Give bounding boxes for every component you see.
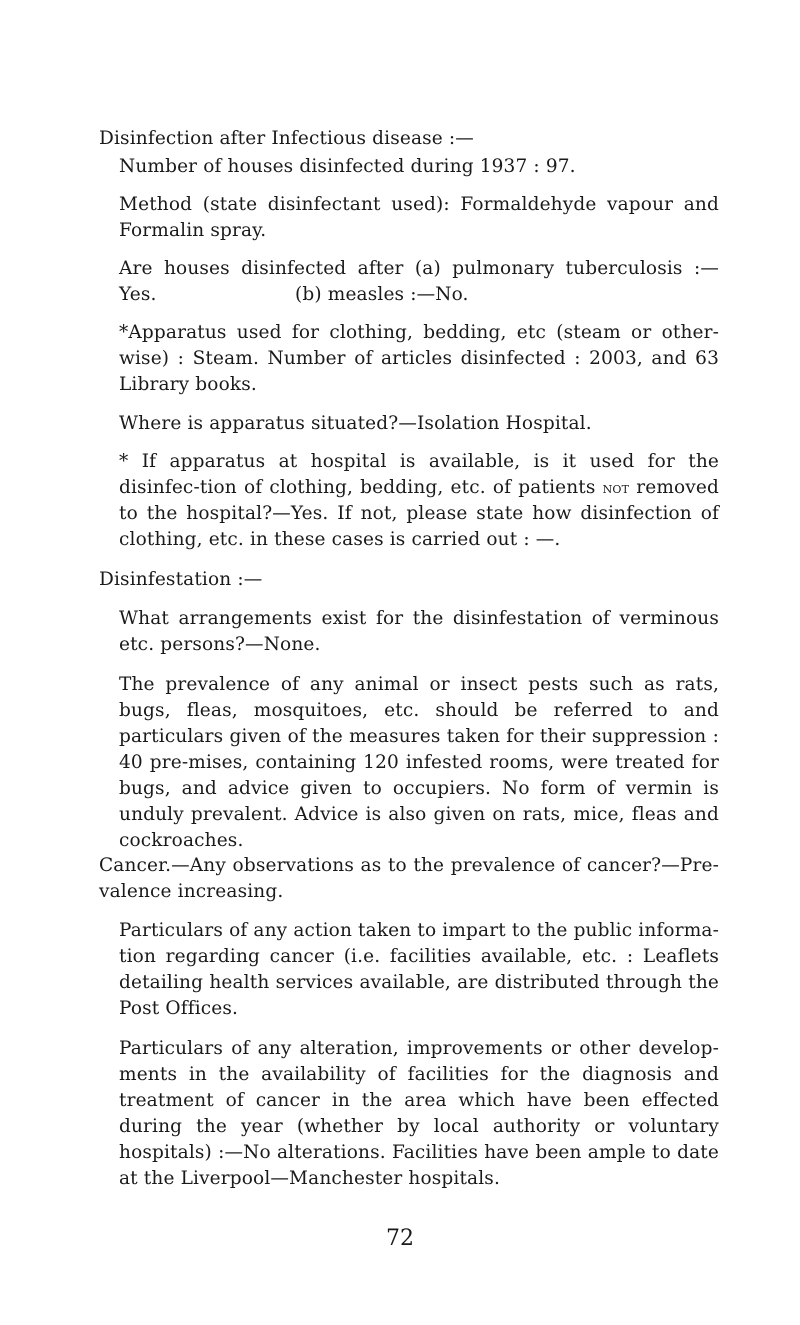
disinfestation-heading: Disinfestation :— <box>99 569 263 590</box>
hospital-question-not: not <box>602 478 630 497</box>
hospital-question-post: removed to the hospital?—Yes. If not, please state how disinfection of clothing, etc. in these cases is carried out : —. <box>119 477 719 550</box>
cancer-observations: Cancer.—Any observations as to the prevalence of cancer?—Pre-valence increasing. <box>99 855 719 902</box>
apparatus-paragraph: *Apparatus used for clothing, bedding, etc (steam or other-wise) : Steam. Number of articles disinfected : 2003, and 63 Library books. <box>119 322 719 395</box>
apparatus-location: Where is apparatus situated?—Isolation Hospital. <box>119 413 592 434</box>
houses-disinfected-count: Number of houses disinfected during 1937 : 97. <box>119 156 576 177</box>
disinfection-method: Method (state disinfectant used): Formaldehyde vapour and Formalin spray. <box>119 194 719 241</box>
hospital-question-pre: * If apparatus at hospital is available, is it used for the disinfec-tion of clothing, bedding, etc. of patients <box>119 451 719 498</box>
disinfection-after-b: (b) measles :—No. <box>295 284 469 305</box>
disinfestation-arrangements: What arrangements exist for the disinfestation of verminous etc. persons?—None. <box>119 608 719 655</box>
disinfection-after-a: Are houses disinfected after (a) pulmonary tuberculosis :—Yes. <box>119 258 719 305</box>
cancer-public-information: Particulars of any action taken to impart to the public informa-tion regarding cancer (i.e. facilities available, etc. : Leaflets detailing health services available, are distributed through the Post Offices. <box>119 920 719 1019</box>
cancer-facilities-alteration: Particulars of any alteration, improvements or other develop-ments in the availability of facilities for the diagnosis and treatment of cancer in the area which have been effected during the year (whether by local authority or voluntary hospitals) :—No alterations. Facilities have been ample to date at the Liverpool—Manchester hospitals. <box>119 1038 719 1189</box>
pests-prevalence-paragraph: The prevalence of any animal or insect pests such as rats, bugs, fleas, mosquitoes, etc. should be referred to and particulars given of the measures taken for their suppression : 40 pre-mises, containing 120 infested rooms, were treated for bugs, and advice given to occupiers. No form of vermin is unduly prevalent. Advice is also given on rats, mice, fleas and cockroaches. <box>119 674 719 851</box>
disinfection-heading: Disinfection after Infectious disease :— <box>99 128 474 149</box>
hospital-apparatus-question <box>99 449 719 553</box>
page-number: 72 <box>386 1226 414 1251</box>
